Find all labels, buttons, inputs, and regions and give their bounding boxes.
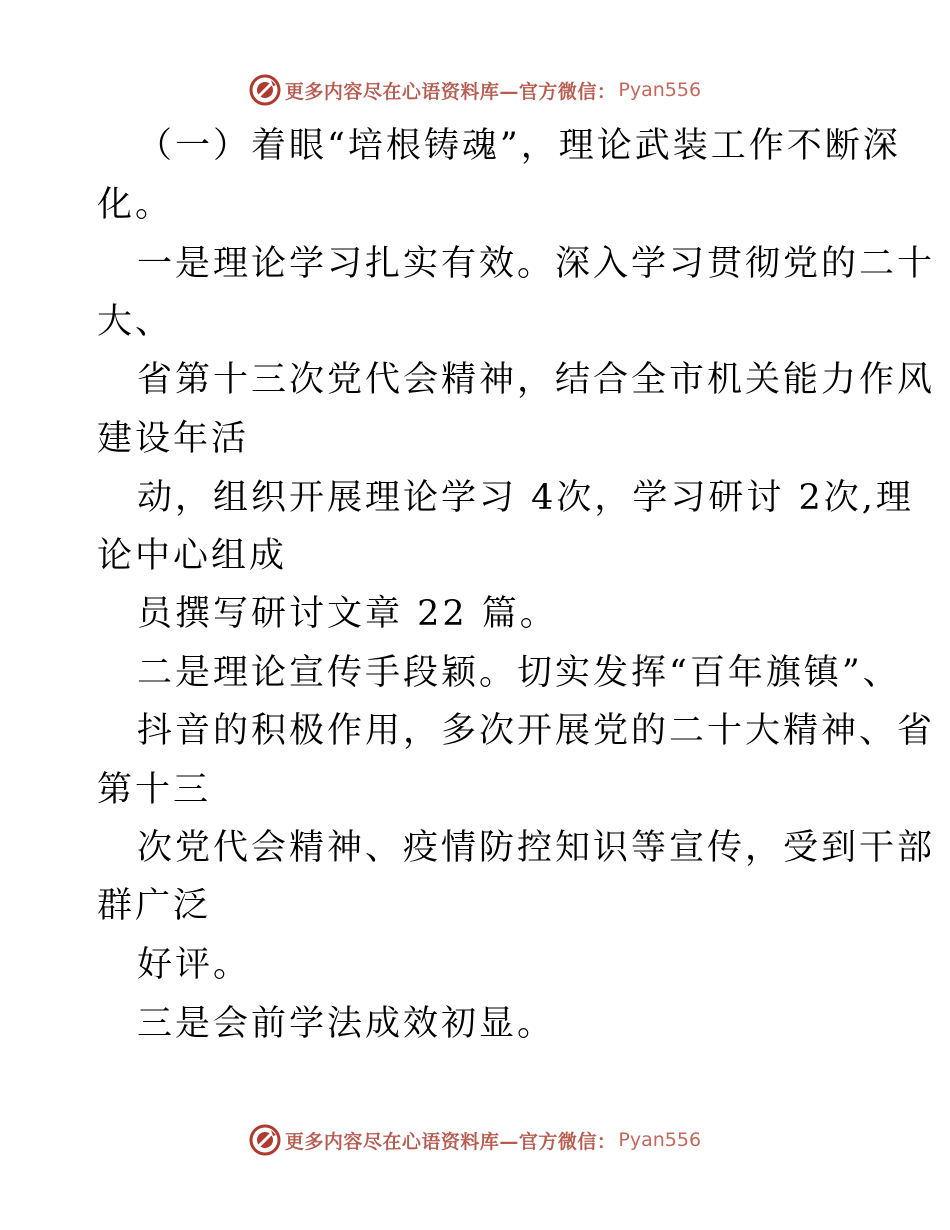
text-line: 三是会前学法成效初显。 <box>137 1004 556 1044</box>
header-wechat-id: Pyan556 <box>618 79 702 101</box>
text-line: 省第十三次党代会精神，结合全市机关能力作风 <box>137 360 936 400</box>
text-line: 好评。 <box>137 945 252 985</box>
text-line: 第十三 <box>97 770 212 810</box>
text-line: 建设年活 <box>97 419 250 459</box>
text-line: 动，组织开展理论学习 4次，学习研讨 2次,理 <box>137 478 914 518</box>
footer-banner <box>0 1120 950 1160</box>
text-line: 员撰写研讨文章 22 篇。 <box>137 594 558 634</box>
footer-banner-text: 更多内容尽在心语资料库—官方微信： <box>284 1130 617 1153</box>
text-line: 群广泛 <box>97 886 212 926</box>
text-line: （一）着眼“培根铸魂”，理论武装工作不断深 <box>137 126 901 166</box>
footer-wechat-id: Pyan556 <box>618 1129 702 1151</box>
text-line: 抖音的积极作用，多次开展党的二十大精神、省 <box>137 711 936 751</box>
text-line: 大、 <box>97 302 174 342</box>
text-line: 化。 <box>97 185 174 225</box>
text-line: 次党代会精神、疫情防控知识等宣传，受到干部 <box>137 828 936 868</box>
text-line: 二是理论宣传手段颖。切实发挥“百年旗镇”、 <box>137 653 901 693</box>
logo-icon <box>249 1124 281 1156</box>
text-line: 论中心组成 <box>97 536 288 576</box>
text-line: 一是理论学习扎实有效。深入学习贯彻党的二十 <box>137 244 936 284</box>
header-banner-text: 更多内容尽在心语资料库—官方微信： <box>284 80 617 103</box>
